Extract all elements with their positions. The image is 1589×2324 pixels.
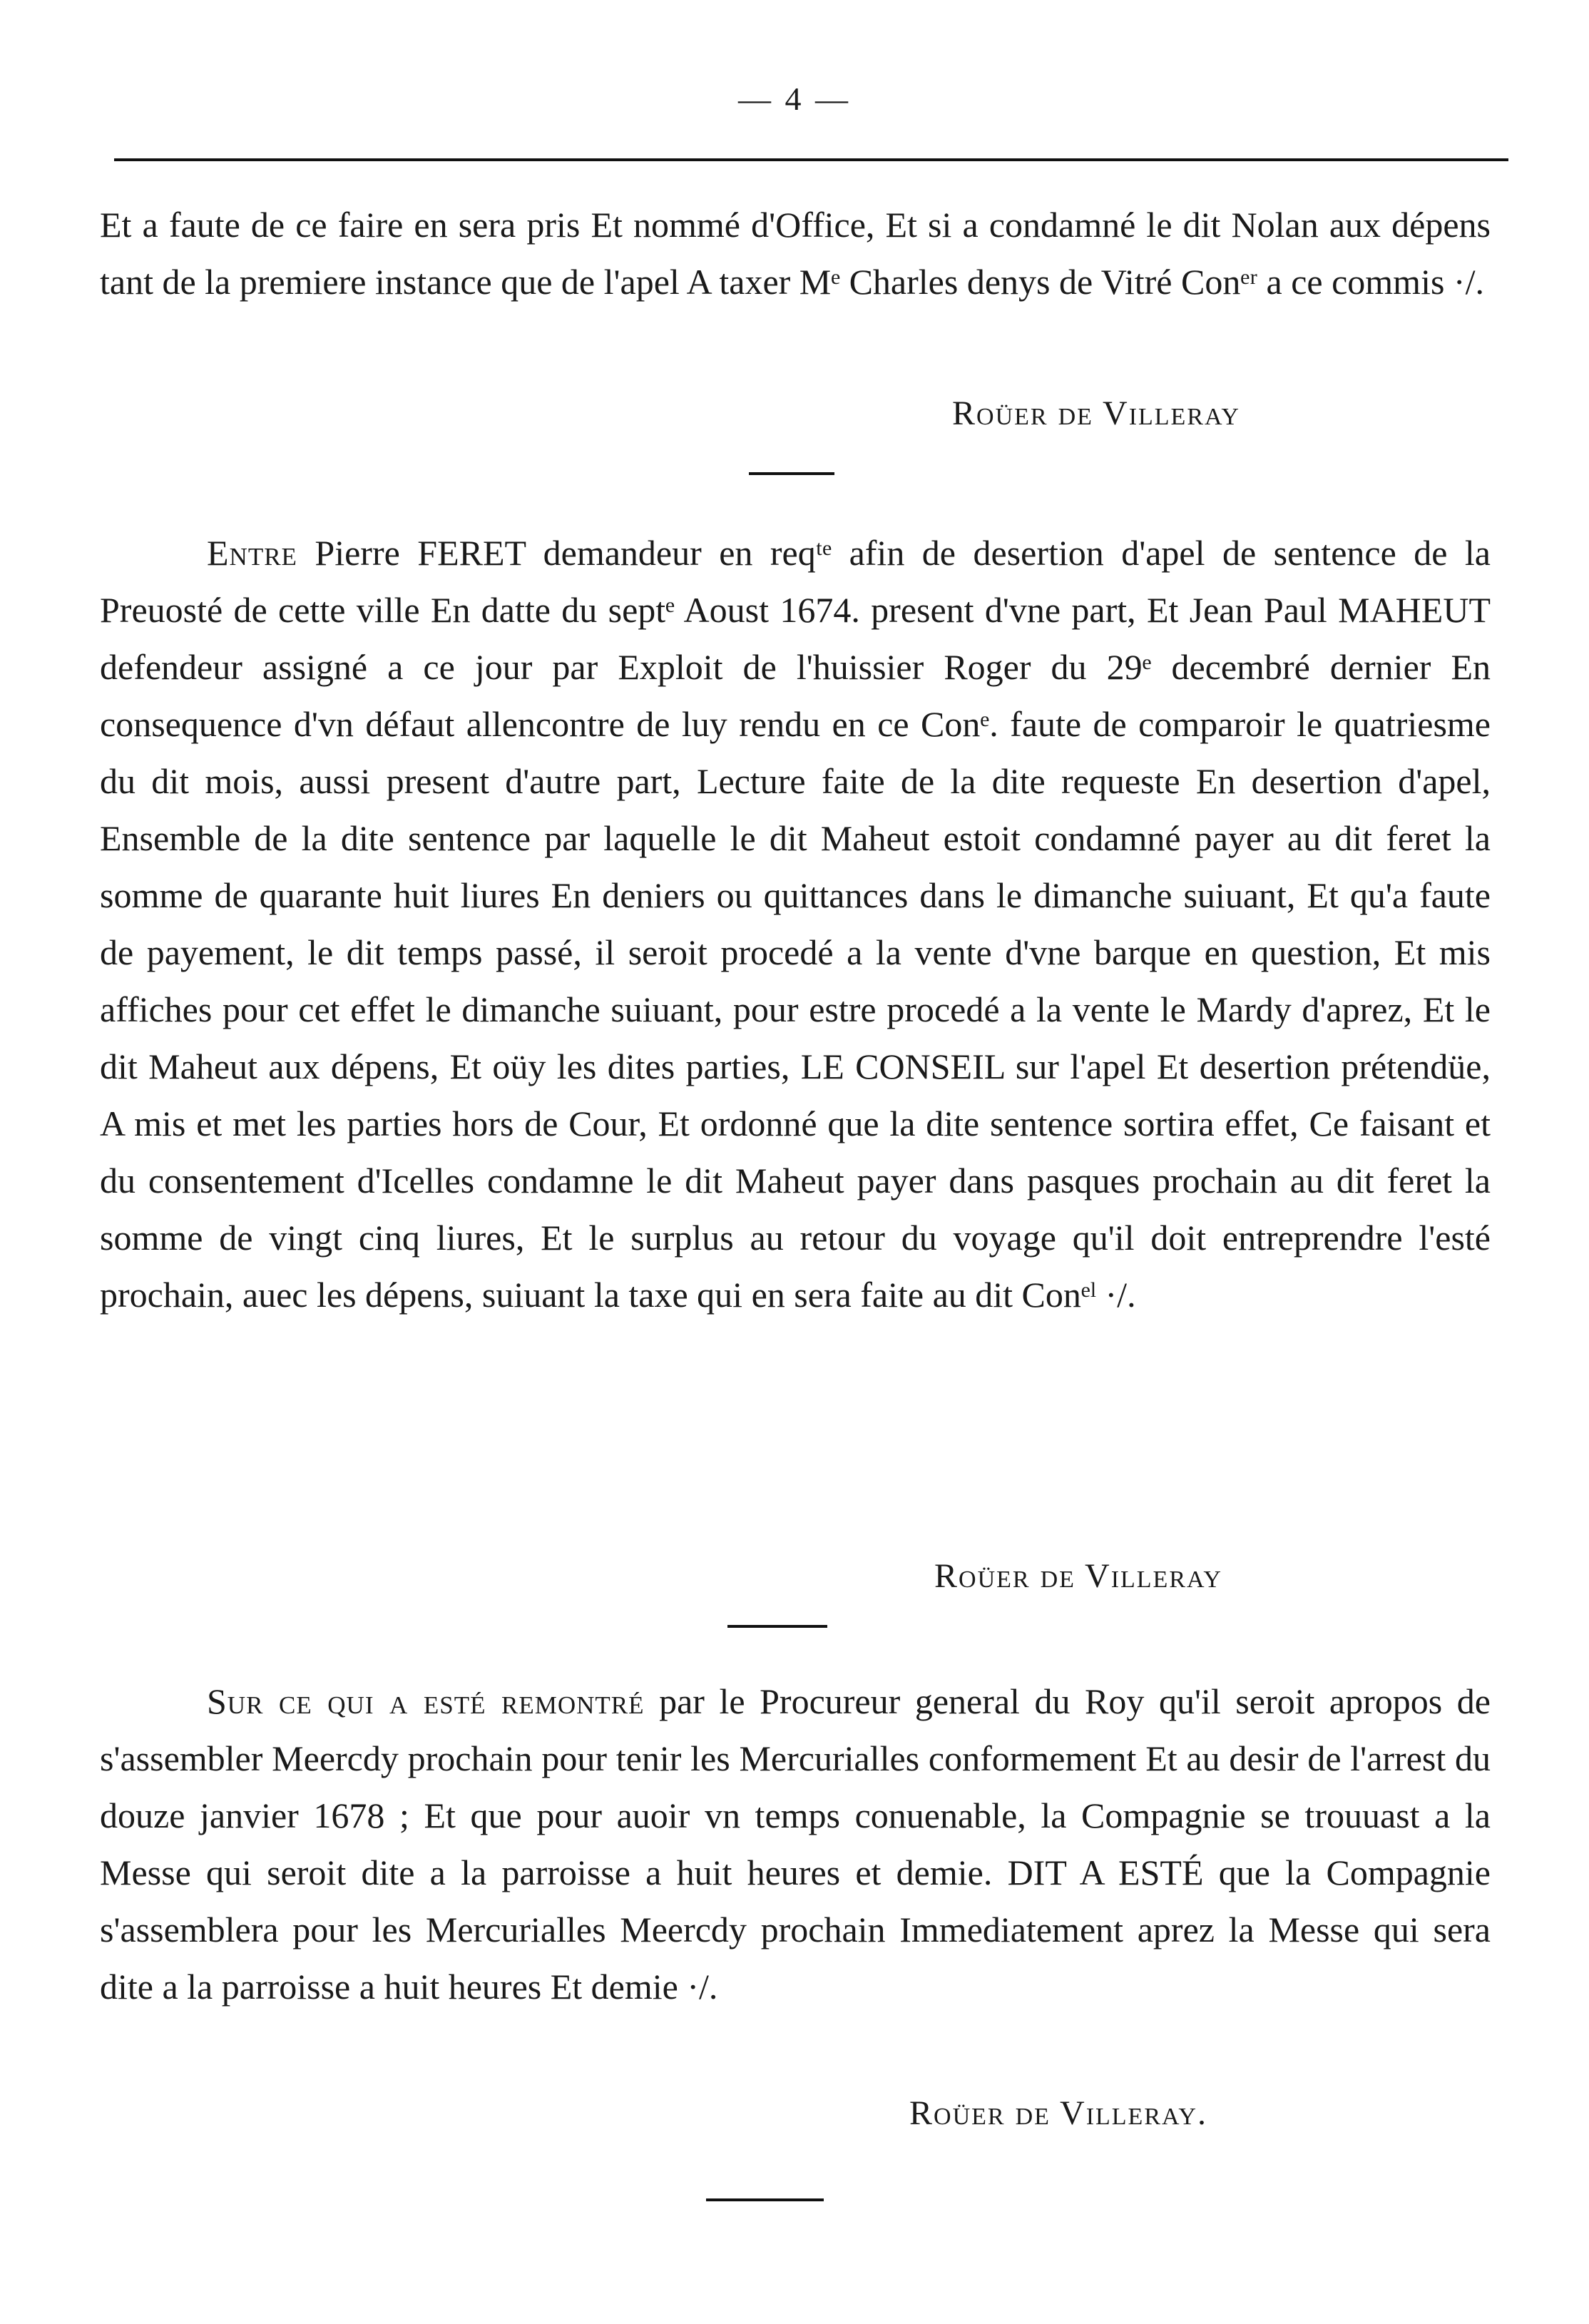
header-rule	[114, 158, 1508, 161]
separator-2	[727, 1625, 827, 1628]
signature-1: Roüer de Villeray	[952, 394, 1240, 432]
separator-1	[749, 472, 834, 475]
paragraph-3-lead: Sur ce qui a esté remontré	[207, 1681, 645, 1721]
paragraph-2-text: Pierre FERET demandeur en reqᵗᵉ afin de desertion d'apel de sentence de la Preuosté de cette ville En datte du septᵉ Aoust 1674. present d'vne part, Et Jean Paul MAHEUT defendeur assigné a ce jour par Exploit de l'huissier Roger du 29ᵉ decembré dernier En consequence d'vn défaut allencontre de luy rendu en ce Conᵉ. faute de comparoir le quatriesme du dit mois, aussi present d'autre part, Lecture faite de la dite requeste En desertion d'apel, Ensemble de la dite sentence par laquelle le dit Maheut estoit condamné payer au dit feret la somme de quarante huit liures En deniers ou quittances dans le dimanche suiuant, Et qu'a faute de payement, le dit temps passé, il seroit procedé a la vente d'vne barque en question, Et mis affiches pour cet effet le dimanche suiuant, pour estre procedé a la vente le Mardy d'aprez, Et le dit Maheut aux dépens, Et oüy les dites parties, LE CONSEIL sur l'apel Et desertion prétendüe, A mis et met les parties hors de Cour, Et ordonné que la dite sentence sortira effet, Ce faisant et du consentement d'Icelles condamne le dit Maheut payer dans pasques prochain au dit feret la somme de vingt cinq liures, Et le surplus au retour du voyage qu'il doit entreprendre l'esté prochain, auec les dépens, suiuant la taxe qui en sera faite au dit Conᵉˡ ·/.	[100, 533, 1491, 1315]
paragraph-3-text: par le Procureur general du Roy qu'il seroit apropos de s'assembler Meercdy prochain pour tenir les Mercurialles conformement Et au desir de l'arrest du douze janvier 1678 ; Et que pour auoir vn temps conuenable, la Compagnie se trouuast a la Messe qui seroit dite a la parroisse a huit heures et demie. DIT A ESTÉ que la Compagnie s'assemblera pour les Mercurialles Meercdy prochain Immediatement aprez la Messe qui sera dite a la parroisse a huit heures Et demie ·/.	[100, 1681, 1491, 2007]
signature-3: Roüer de Villeray.	[909, 2094, 1207, 2132]
page-number: — 4 —	[738, 81, 851, 117]
paragraph-2	[100, 524, 1491, 1323]
paragraph-1	[100, 196, 1491, 310]
paragraph-1-text: Et a faute de ce faire en sera pris Et nommé d'Office, Et si a condamné le dit Nolan aux dépens tant de la premiere instance que de l'apel A taxer Mᵉ Charles denys de Vitré Conᵉʳ a ce commis ·/.	[100, 205, 1491, 302]
signature-2: Roüer de Villeray	[934, 1557, 1222, 1595]
separator-3	[706, 2198, 824, 2201]
paragraph-3	[100, 1673, 1491, 2015]
paragraph-2-lead: Entre	[207, 533, 297, 573]
